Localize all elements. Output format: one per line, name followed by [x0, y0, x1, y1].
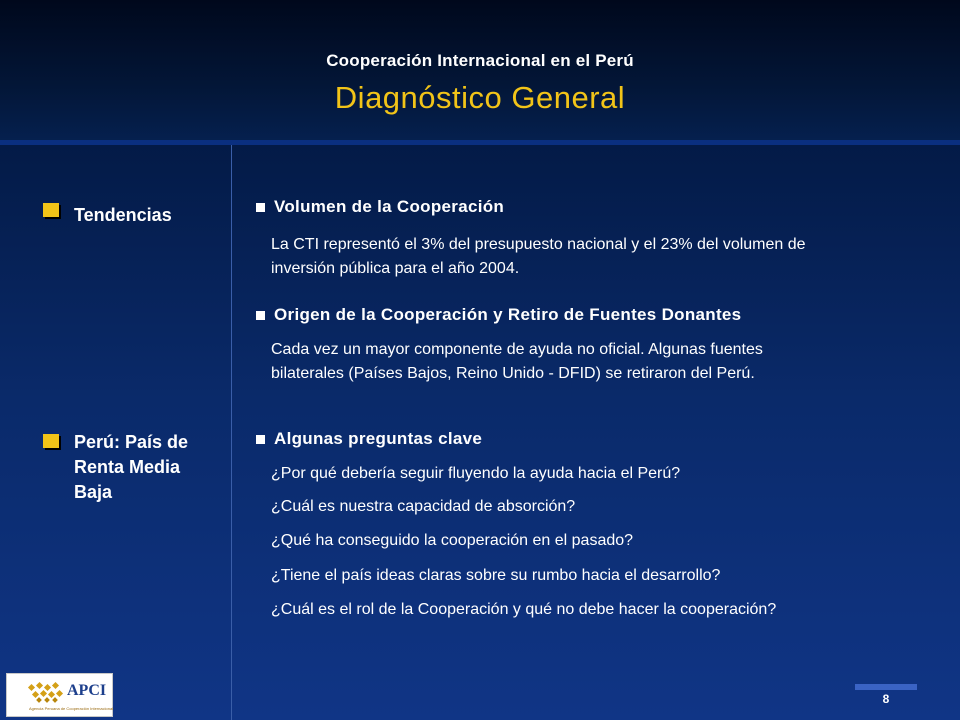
section-paragraph [271, 233, 911, 281]
slide-subtitle: Cooperación Internacional en el Perú [326, 51, 634, 70]
bullet-icon [256, 203, 265, 212]
question-item: ¿Qué ha conseguido la cooperación en el pasado? [271, 532, 634, 549]
header-divider [0, 140, 960, 145]
slide-title: Diagnóstico General [334, 80, 626, 115]
paragraph-line: inversión pública para el año 2004. [271, 260, 520, 277]
left-label-text: Tendencias [74, 205, 172, 225]
section-heading-text: Volumen de la Cooperación [274, 197, 505, 216]
paragraph-line: Cada vez un mayor componente de ayuda no oficial. Algunas fuentes [271, 341, 763, 358]
left-label-line: Perú: País de [74, 432, 189, 452]
question-item: ¿Cuál es nuestra capacidad de absorción? [271, 498, 576, 515]
left-label-line: Renta Media [74, 457, 181, 477]
question-item: ¿Por qué debería seguir fluyendo la ayuda hacia el Perú? [271, 465, 681, 482]
apci-logo [6, 673, 113, 717]
logo-subtitle: Agencia Peruana de Cooperación Internacional [29, 706, 114, 711]
bullet-icon [256, 435, 265, 444]
apci-emblem-icon [27, 679, 65, 705]
square-bullet-icon [43, 203, 63, 221]
section-heading-text: Algunas preguntas clave [274, 429, 483, 448]
column-divider [231, 145, 232, 720]
left-label-tendencias [43, 203, 172, 228]
header-band [0, 0, 960, 142]
section-heading-origen [256, 305, 741, 325]
section-paragraph [271, 338, 911, 386]
logo-text: APCI [67, 682, 107, 699]
page-number: 8 [882, 692, 890, 706]
left-label-line: Baja [74, 482, 113, 502]
section-heading-volumen [256, 197, 504, 217]
question-item: ¿Tiene el país ideas claras sobre su rumbo hacia el desarrollo? [271, 567, 721, 584]
bullet-icon [256, 311, 265, 320]
section-heading-text: Origen de la Cooperación y Retiro de Fuentes Donantes [274, 305, 742, 324]
left-label-text [74, 430, 188, 505]
square-bullet-icon [43, 434, 63, 452]
question-item: ¿Cuál es el rol de la Cooperación y qué no debe hacer la cooperación? [271, 601, 777, 618]
section-heading-preguntas [256, 429, 482, 449]
paragraph-line: bilaterales (Países Bajos, Reino Unido - DFID) se retiraron del Perú. [271, 365, 755, 382]
page-number-bar [855, 684, 917, 690]
left-label-peru [43, 430, 188, 505]
paragraph-line: La CTI representó el 3% del presupuesto nacional y el 23% del volumen de [271, 236, 806, 253]
